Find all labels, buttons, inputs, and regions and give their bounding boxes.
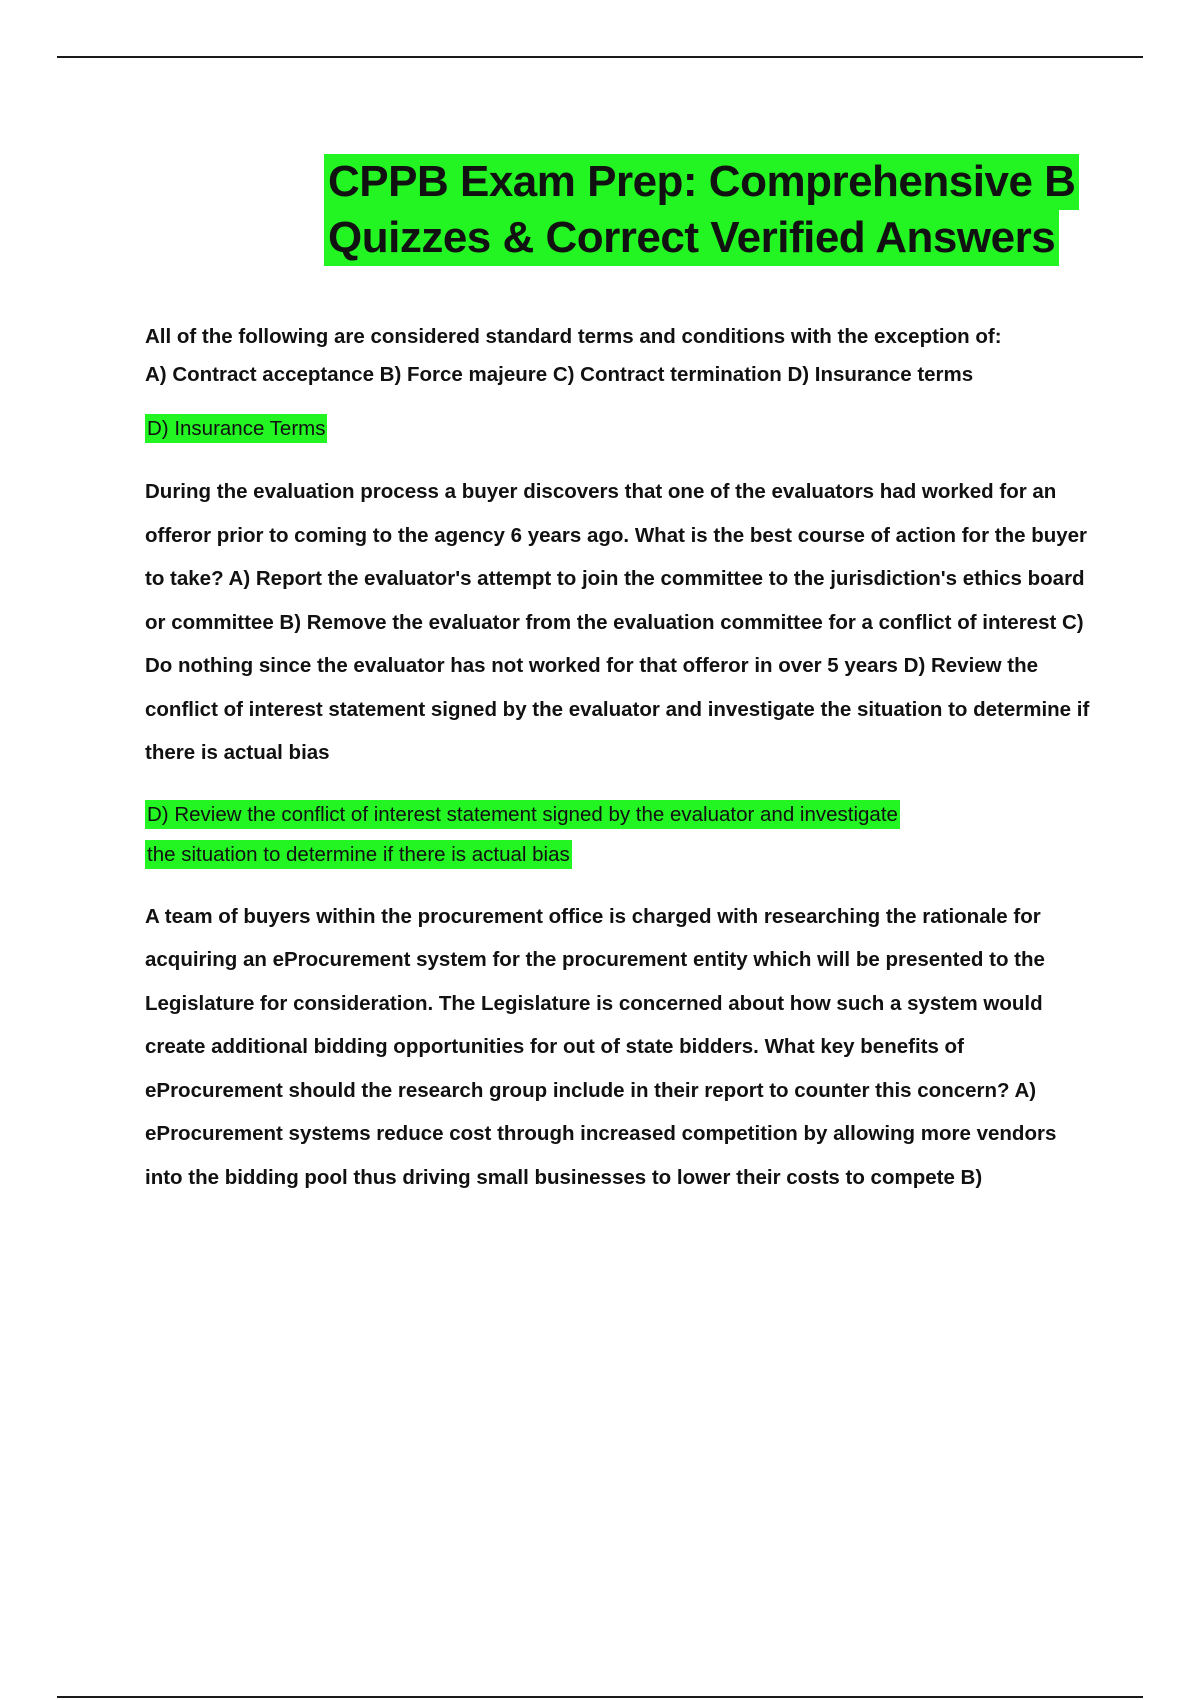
qa-content — [145, 318, 1090, 1199]
question-1 — [145, 318, 1090, 394]
answer-1 — [145, 414, 1090, 444]
question-1-line-1: All of the following are considered standard terms and conditions with the exception of: — [145, 325, 1002, 348]
question-1-line-2: A) Contract acceptance B) Force majeure C) Contract termination D) Insurance terms — [145, 363, 974, 386]
title-line-1: CPPB Exam Prep: Comprehensive B — [324, 154, 1079, 210]
title-line-2: Quizzes & Correct Verified Answers — [324, 210, 1059, 266]
question-3: A team of buyers within the procurement office is charged with researching the rationale for acquiring an eProcurement system for the procurement entity which will be presented to the Legislature for consideration. The Legislature is concerned about how such a system would create additional bidding opportunities for out of state bidders. What key benefits of eProcurement should the research group include in their report to counter this concern? A) eProcurement systems reduce cost through increased competition by allowing more vendors into the bidding pool thus driving small businesses to lower their costs to compete B) — [145, 904, 1057, 1189]
answer-2 — [145, 795, 1090, 875]
answer-2-line-1: D) Review the conflict of interest statement signed by the evaluator and investigate — [145, 800, 900, 829]
question-2: During the evaluation process a buyer discovers that one of the evaluators had worked for an offeror prior to coming to the agency 6 years ago. What is the best course of action for the buyer to take? A) Report the evaluator's attempt to join the committee to the jurisdiction's ethics board or committee B) Remove the evaluator from the evaluation committee for a conflict of interest C) Do nothing since the evaluator has not worked for that offeror in over 5 years D) Review the conflict of interest statement signed by the evaluator and investigate the situation to determine if there is actual bias — [145, 480, 1090, 764]
answer-1-highlight: D) Insurance Terms — [145, 414, 327, 443]
answer-2-line-2: the situation to determine if there is actual bias — [145, 840, 572, 869]
document-title — [324, 154, 1134, 266]
bottom-rule — [57, 1696, 1143, 1698]
top-rule — [57, 56, 1143, 58]
